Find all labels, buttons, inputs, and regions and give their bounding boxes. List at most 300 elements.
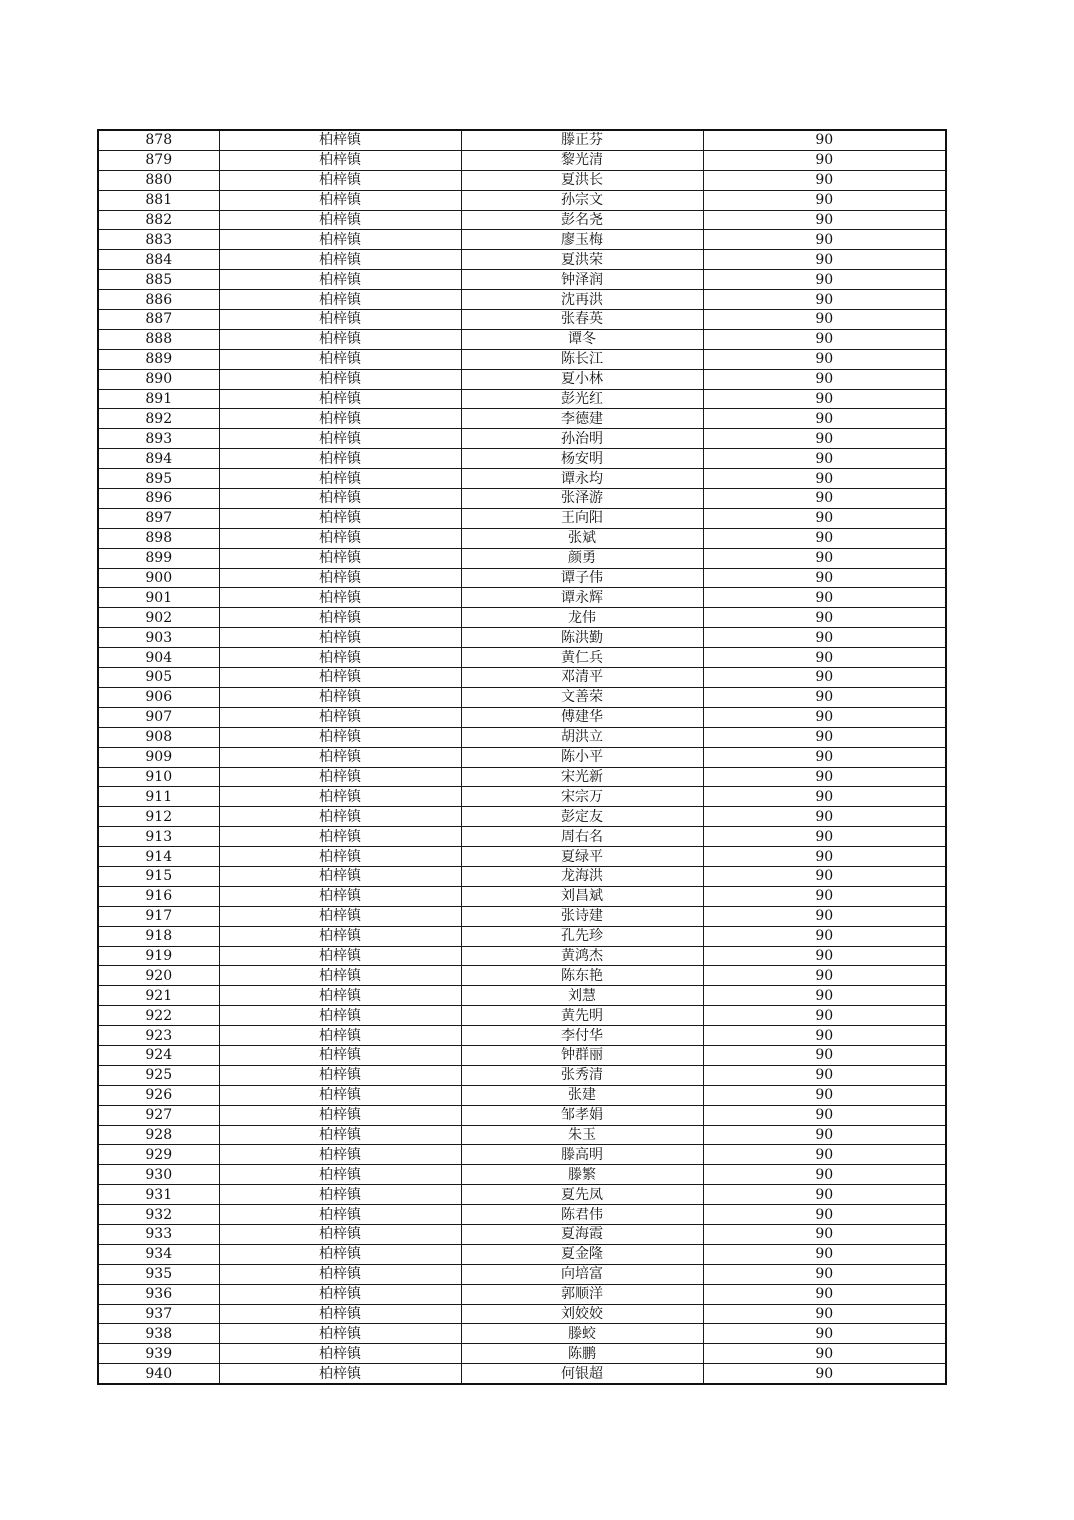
town-cell: 柏梓镇 [219, 1065, 461, 1085]
table-row [98, 707, 946, 727]
town-cell: 柏梓镇 [219, 886, 461, 906]
table-row [98, 170, 946, 190]
table-row [98, 429, 946, 449]
name-cell: 宋光新 [461, 767, 703, 787]
row-number-cell: 890 [98, 369, 219, 389]
table-row [98, 1344, 946, 1364]
table-row [98, 1006, 946, 1026]
name-cell: 夏海霞 [461, 1224, 703, 1244]
name-cell: 陈君伟 [461, 1205, 703, 1225]
row-number-cell: 912 [98, 807, 219, 827]
name-cell: 邓清平 [461, 668, 703, 688]
town-cell: 柏梓镇 [219, 528, 461, 548]
table-row [98, 210, 946, 230]
amount-cell: 90 [703, 886, 946, 906]
amount-cell: 90 [703, 1125, 946, 1145]
amount-cell: 90 [703, 1205, 946, 1225]
row-number-cell: 920 [98, 966, 219, 986]
name-cell: 夏小林 [461, 369, 703, 389]
amount-cell: 90 [703, 329, 946, 349]
town-cell: 柏梓镇 [219, 290, 461, 310]
name-cell: 陈洪勤 [461, 628, 703, 648]
row-number-cell: 888 [98, 329, 219, 349]
town-cell: 柏梓镇 [219, 1026, 461, 1046]
town-cell: 柏梓镇 [219, 906, 461, 926]
amount-cell: 90 [703, 1344, 946, 1364]
town-cell: 柏梓镇 [219, 250, 461, 270]
name-cell: 张建 [461, 1085, 703, 1105]
amount-cell: 90 [703, 1185, 946, 1205]
table-row [98, 1324, 946, 1344]
amount-cell: 90 [703, 449, 946, 469]
name-cell: 滕正芬 [461, 130, 703, 150]
table-row [98, 528, 946, 548]
amount-cell: 90 [703, 926, 946, 946]
table-row [98, 349, 946, 369]
table-row [98, 190, 946, 210]
amount-cell: 90 [703, 389, 946, 409]
row-number-cell: 904 [98, 648, 219, 668]
row-number-cell: 896 [98, 489, 219, 509]
amount-cell: 90 [703, 1244, 946, 1264]
table-row [98, 687, 946, 707]
name-cell: 沈再洪 [461, 290, 703, 310]
town-cell: 柏梓镇 [219, 827, 461, 847]
name-cell: 龙海洪 [461, 866, 703, 886]
table-row [98, 1304, 946, 1324]
amount-cell: 90 [703, 847, 946, 867]
row-number-cell: 934 [98, 1244, 219, 1264]
amount-cell: 90 [703, 588, 946, 608]
row-number-cell: 878 [98, 130, 219, 150]
town-cell: 柏梓镇 [219, 946, 461, 966]
row-number-cell: 925 [98, 1065, 219, 1085]
table-row [98, 946, 946, 966]
table-row [98, 1085, 946, 1105]
name-cell: 陈东艳 [461, 966, 703, 986]
amount-cell: 90 [703, 429, 946, 449]
table-row [98, 568, 946, 588]
table-row [98, 847, 946, 867]
name-cell: 刘昌斌 [461, 886, 703, 906]
row-number-cell: 924 [98, 1045, 219, 1065]
name-cell: 谭子伟 [461, 568, 703, 588]
table-row [98, 966, 946, 986]
name-cell: 彭名尧 [461, 210, 703, 230]
row-number-cell: 898 [98, 528, 219, 548]
row-number-cell: 919 [98, 946, 219, 966]
table-row [98, 1224, 946, 1244]
table-row [98, 1284, 946, 1304]
amount-cell: 90 [703, 1165, 946, 1185]
name-cell: 彭光红 [461, 389, 703, 409]
table-row [98, 608, 946, 628]
town-cell: 柏梓镇 [219, 1165, 461, 1185]
table-row [98, 369, 946, 389]
name-cell: 黄鸿杰 [461, 946, 703, 966]
amount-cell: 90 [703, 310, 946, 330]
table-row [98, 727, 946, 747]
table-row [98, 508, 946, 528]
row-number-cell: 886 [98, 290, 219, 310]
town-cell: 柏梓镇 [219, 1364, 461, 1384]
row-number-cell: 922 [98, 1006, 219, 1026]
table-row [98, 1145, 946, 1165]
amount-cell: 90 [703, 807, 946, 827]
town-cell: 柏梓镇 [219, 807, 461, 827]
town-cell: 柏梓镇 [219, 926, 461, 946]
row-number-cell: 901 [98, 588, 219, 608]
town-cell: 柏梓镇 [219, 508, 461, 528]
town-cell: 柏梓镇 [219, 707, 461, 727]
table-row [98, 270, 946, 290]
name-cell: 郭顺洋 [461, 1284, 703, 1304]
row-number-cell: 885 [98, 270, 219, 290]
town-cell: 柏梓镇 [219, 1045, 461, 1065]
amount-cell: 90 [703, 946, 946, 966]
row-number-cell: 879 [98, 150, 219, 170]
row-number-cell: 884 [98, 250, 219, 270]
amount-cell: 90 [703, 409, 946, 429]
amount-cell: 90 [703, 608, 946, 628]
table-row [98, 866, 946, 886]
row-number-cell: 918 [98, 926, 219, 946]
table-row [98, 409, 946, 429]
town-cell: 柏梓镇 [219, 270, 461, 290]
amount-cell: 90 [703, 469, 946, 489]
amount-cell: 90 [703, 747, 946, 767]
name-cell: 向培富 [461, 1264, 703, 1284]
table-row [98, 250, 946, 270]
row-number-cell: 908 [98, 727, 219, 747]
amount-cell: 90 [703, 1284, 946, 1304]
town-cell: 柏梓镇 [219, 409, 461, 429]
name-cell: 张泽游 [461, 489, 703, 509]
name-cell: 李德建 [461, 409, 703, 429]
town-cell: 柏梓镇 [219, 628, 461, 648]
name-cell: 黄仁兵 [461, 648, 703, 668]
row-number-cell: 935 [98, 1264, 219, 1284]
name-cell: 刘慧 [461, 986, 703, 1006]
row-number-cell: 900 [98, 568, 219, 588]
row-number-cell: 887 [98, 310, 219, 330]
town-cell: 柏梓镇 [219, 1006, 461, 1026]
amount-cell: 90 [703, 230, 946, 250]
name-cell: 胡洪立 [461, 727, 703, 747]
town-cell: 柏梓镇 [219, 150, 461, 170]
town-cell: 柏梓镇 [219, 369, 461, 389]
name-cell: 夏绿平 [461, 847, 703, 867]
row-number-cell: 910 [98, 767, 219, 787]
amount-cell: 90 [703, 1304, 946, 1324]
row-number-cell: 939 [98, 1344, 219, 1364]
amount-cell: 90 [703, 508, 946, 528]
table-row [98, 628, 946, 648]
table-row [98, 329, 946, 349]
amount-cell: 90 [703, 210, 946, 230]
row-number-cell: 931 [98, 1185, 219, 1205]
amount-cell: 90 [703, 1006, 946, 1026]
row-number-cell: 895 [98, 469, 219, 489]
table-row [98, 230, 946, 250]
table-row [98, 150, 946, 170]
amount-cell: 90 [703, 130, 946, 150]
town-cell: 柏梓镇 [219, 1264, 461, 1284]
row-number-cell: 940 [98, 1364, 219, 1384]
amount-cell: 90 [703, 369, 946, 389]
table-row [98, 886, 946, 906]
row-number-cell: 899 [98, 548, 219, 568]
name-cell: 陈小平 [461, 747, 703, 767]
name-cell: 钟泽润 [461, 270, 703, 290]
amount-cell: 90 [703, 250, 946, 270]
town-cell: 柏梓镇 [219, 767, 461, 787]
town-cell: 柏梓镇 [219, 349, 461, 369]
name-cell: 周右名 [461, 827, 703, 847]
name-cell: 颜勇 [461, 548, 703, 568]
town-cell: 柏梓镇 [219, 1224, 461, 1244]
table-row [98, 130, 946, 150]
amount-cell: 90 [703, 787, 946, 807]
name-cell: 邹孝娟 [461, 1105, 703, 1125]
table-row [98, 1125, 946, 1145]
row-number-cell: 905 [98, 668, 219, 688]
table-row [98, 310, 946, 330]
row-number-cell: 930 [98, 1165, 219, 1185]
town-cell: 柏梓镇 [219, 130, 461, 150]
row-number-cell: 936 [98, 1284, 219, 1304]
name-cell: 文善荣 [461, 687, 703, 707]
name-cell: 傅建华 [461, 707, 703, 727]
row-number-cell: 914 [98, 847, 219, 867]
amount-cell: 90 [703, 668, 946, 688]
row-number-cell: 916 [98, 886, 219, 906]
name-cell: 杨安明 [461, 449, 703, 469]
table-row [98, 807, 946, 827]
town-cell: 柏梓镇 [219, 1105, 461, 1125]
table-row [98, 1026, 946, 1046]
name-cell: 夏洪长 [461, 170, 703, 190]
town-cell: 柏梓镇 [219, 687, 461, 707]
row-number-cell: 927 [98, 1105, 219, 1125]
town-cell: 柏梓镇 [219, 1085, 461, 1105]
name-cell: 王向阳 [461, 508, 703, 528]
town-cell: 柏梓镇 [219, 429, 461, 449]
row-number-cell: 926 [98, 1085, 219, 1105]
name-cell: 孙治明 [461, 429, 703, 449]
table-row [98, 1165, 946, 1185]
town-cell: 柏梓镇 [219, 668, 461, 688]
row-number-cell: 880 [98, 170, 219, 190]
table-row [98, 449, 946, 469]
town-cell: 柏梓镇 [219, 548, 461, 568]
name-cell: 滕高明 [461, 1145, 703, 1165]
row-number-cell: 897 [98, 508, 219, 528]
row-number-cell: 889 [98, 349, 219, 369]
row-number-cell: 909 [98, 747, 219, 767]
amount-cell: 90 [703, 1085, 946, 1105]
name-cell: 陈长江 [461, 349, 703, 369]
name-cell: 张秀清 [461, 1065, 703, 1085]
table-row [98, 548, 946, 568]
name-cell: 谭永辉 [461, 588, 703, 608]
amount-cell: 90 [703, 648, 946, 668]
town-cell: 柏梓镇 [219, 1324, 461, 1344]
town-cell: 柏梓镇 [219, 588, 461, 608]
table-row [98, 1045, 946, 1065]
amount-cell: 90 [703, 349, 946, 369]
table-row [98, 1105, 946, 1125]
table-row [98, 668, 946, 688]
amount-cell: 90 [703, 966, 946, 986]
name-cell: 廖玉梅 [461, 230, 703, 250]
name-cell: 谭永均 [461, 469, 703, 489]
amount-cell: 90 [703, 190, 946, 210]
town-cell: 柏梓镇 [219, 1304, 461, 1324]
table-row [98, 1264, 946, 1284]
table-row [98, 767, 946, 787]
row-number-cell: 891 [98, 389, 219, 409]
row-number-cell: 915 [98, 866, 219, 886]
town-cell: 柏梓镇 [219, 1125, 461, 1145]
name-cell: 彭定友 [461, 807, 703, 827]
table-row [98, 1364, 946, 1384]
town-cell: 柏梓镇 [219, 787, 461, 807]
row-number-cell: 932 [98, 1205, 219, 1225]
town-cell: 柏梓镇 [219, 469, 461, 489]
amount-cell: 90 [703, 1045, 946, 1065]
name-cell: 刘姣姣 [461, 1304, 703, 1324]
name-cell: 钟群丽 [461, 1045, 703, 1065]
table-row [98, 926, 946, 946]
amount-cell: 90 [703, 548, 946, 568]
table-row [98, 906, 946, 926]
town-cell: 柏梓镇 [219, 1244, 461, 1264]
amount-cell: 90 [703, 906, 946, 926]
table-row [98, 648, 946, 668]
name-cell: 朱玉 [461, 1125, 703, 1145]
amount-cell: 90 [703, 1264, 946, 1284]
town-cell: 柏梓镇 [219, 1205, 461, 1225]
town-cell: 柏梓镇 [219, 389, 461, 409]
amount-cell: 90 [703, 150, 946, 170]
roster-table [97, 129, 947, 1385]
amount-cell: 90 [703, 1065, 946, 1085]
town-cell: 柏梓镇 [219, 608, 461, 628]
row-number-cell: 881 [98, 190, 219, 210]
name-cell: 夏洪荣 [461, 250, 703, 270]
name-cell: 夏先凤 [461, 1185, 703, 1205]
row-number-cell: 911 [98, 787, 219, 807]
amount-cell: 90 [703, 767, 946, 787]
table-row [98, 1244, 946, 1264]
row-number-cell: 902 [98, 608, 219, 628]
name-cell: 陈鹏 [461, 1344, 703, 1364]
town-cell: 柏梓镇 [219, 568, 461, 588]
row-number-cell: 903 [98, 628, 219, 648]
name-cell: 孔先珍 [461, 926, 703, 946]
table-row [98, 1065, 946, 1085]
amount-cell: 90 [703, 986, 946, 1006]
town-cell: 柏梓镇 [219, 747, 461, 767]
row-number-cell: 894 [98, 449, 219, 469]
name-cell: 张春英 [461, 310, 703, 330]
town-cell: 柏梓镇 [219, 1344, 461, 1364]
name-cell: 孙宗文 [461, 190, 703, 210]
name-cell: 宋宗万 [461, 787, 703, 807]
name-cell: 黎光清 [461, 150, 703, 170]
town-cell: 柏梓镇 [219, 489, 461, 509]
amount-cell: 90 [703, 270, 946, 290]
amount-cell: 90 [703, 866, 946, 886]
row-number-cell: 923 [98, 1026, 219, 1046]
amount-cell: 90 [703, 687, 946, 707]
name-cell: 滕蛟 [461, 1324, 703, 1344]
table-row [98, 1205, 946, 1225]
town-cell: 柏梓镇 [219, 986, 461, 1006]
town-cell: 柏梓镇 [219, 310, 461, 330]
table-row [98, 588, 946, 608]
row-number-cell: 883 [98, 230, 219, 250]
name-cell: 张诗建 [461, 906, 703, 926]
amount-cell: 90 [703, 727, 946, 747]
row-number-cell: 937 [98, 1304, 219, 1324]
row-number-cell: 906 [98, 687, 219, 707]
table-row [98, 986, 946, 1006]
amount-cell: 90 [703, 290, 946, 310]
table-row [98, 290, 946, 310]
name-cell: 谭冬 [461, 329, 703, 349]
amount-cell: 90 [703, 827, 946, 847]
row-number-cell: 917 [98, 906, 219, 926]
amount-cell: 90 [703, 489, 946, 509]
row-number-cell: 933 [98, 1224, 219, 1244]
town-cell: 柏梓镇 [219, 847, 461, 867]
table-row [98, 1185, 946, 1205]
row-number-cell: 929 [98, 1145, 219, 1165]
amount-cell: 90 [703, 1324, 946, 1344]
amount-cell: 90 [703, 1224, 946, 1244]
town-cell: 柏梓镇 [219, 210, 461, 230]
row-number-cell: 882 [98, 210, 219, 230]
table-row [98, 489, 946, 509]
roster-table-body [98, 130, 946, 1384]
amount-cell: 90 [703, 528, 946, 548]
town-cell: 柏梓镇 [219, 866, 461, 886]
town-cell: 柏梓镇 [219, 329, 461, 349]
row-number-cell: 893 [98, 429, 219, 449]
row-number-cell: 921 [98, 986, 219, 1006]
town-cell: 柏梓镇 [219, 449, 461, 469]
name-cell: 夏金隆 [461, 1244, 703, 1264]
amount-cell: 90 [703, 1105, 946, 1125]
amount-cell: 90 [703, 170, 946, 190]
town-cell: 柏梓镇 [219, 170, 461, 190]
amount-cell: 90 [703, 707, 946, 727]
row-number-cell: 938 [98, 1324, 219, 1344]
table-row [98, 787, 946, 807]
name-cell: 龙伟 [461, 608, 703, 628]
amount-cell: 90 [703, 1145, 946, 1165]
town-cell: 柏梓镇 [219, 727, 461, 747]
amount-cell: 90 [703, 628, 946, 648]
town-cell: 柏梓镇 [219, 1185, 461, 1205]
row-number-cell: 913 [98, 827, 219, 847]
row-number-cell: 892 [98, 409, 219, 429]
name-cell: 滕繁 [461, 1165, 703, 1185]
town-cell: 柏梓镇 [219, 1145, 461, 1165]
table-row [98, 469, 946, 489]
